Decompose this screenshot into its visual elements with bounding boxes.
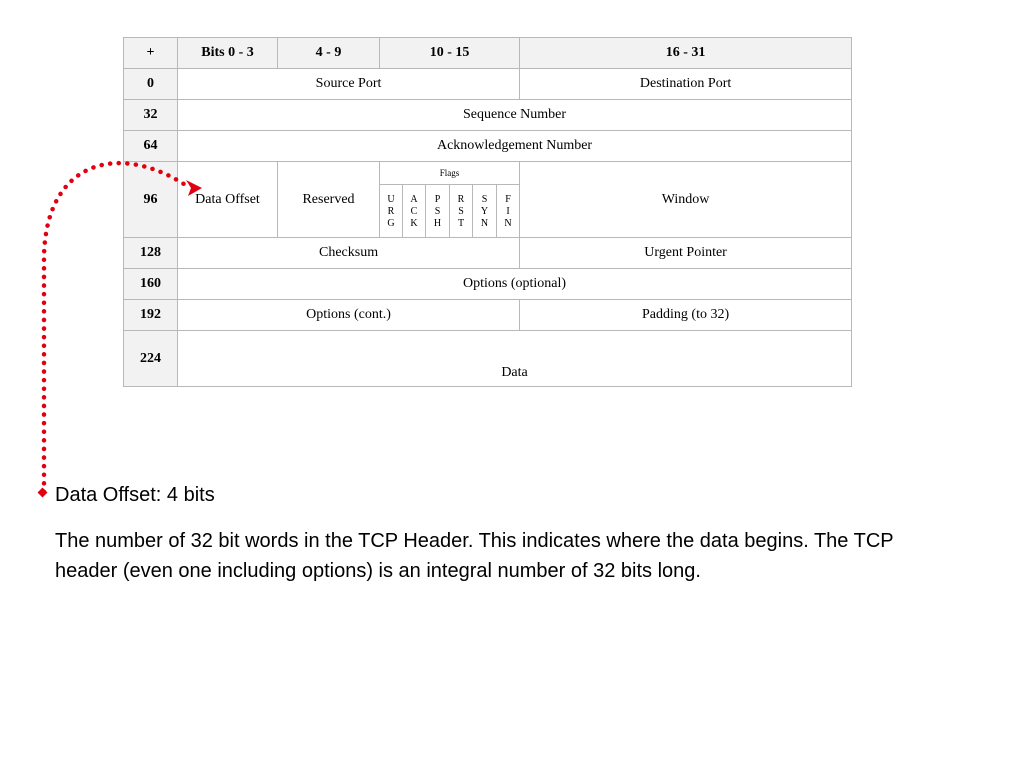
destination-port-cell: Destination Port xyxy=(520,69,852,100)
caption-body: The number of 32 bit words in the TCP Header. This indicates where the data begins. The TCP header (even one including options) is an integral number of 32 bits long. xyxy=(55,530,894,582)
header-plus: + xyxy=(124,38,178,69)
offset-32: 32 xyxy=(124,100,178,131)
arrowhead-icon xyxy=(186,180,202,196)
flag-letter: R xyxy=(457,194,465,205)
header-bits-4-9: 4 - 9 xyxy=(278,38,380,69)
flag-letter: U xyxy=(387,194,395,205)
flag-letter: N xyxy=(504,218,512,229)
flag-letter: R xyxy=(387,206,395,217)
flag-letter: S xyxy=(481,194,488,205)
flag-letter: N xyxy=(480,218,489,229)
offset-192: 192 xyxy=(124,300,178,331)
offset-224: 224 xyxy=(124,331,178,387)
offset-64: 64 xyxy=(124,131,178,162)
offset-160: 160 xyxy=(124,269,178,300)
urgent-pointer-cell: Urgent Pointer xyxy=(520,238,852,269)
window-cell: Window xyxy=(520,162,852,238)
dotted-arrow-path xyxy=(44,163,190,492)
data-offset-cell: Data Offset xyxy=(178,162,278,238)
data-cell: Data xyxy=(178,331,852,387)
options-cell: Options (optional) xyxy=(178,269,852,300)
flag-letter: K xyxy=(410,218,418,229)
flag-letter: C xyxy=(410,206,418,217)
bullet-diamond-icon xyxy=(38,488,48,498)
reserved-cell: Reserved xyxy=(278,162,380,238)
sequence-number-cell: Sequence Number xyxy=(178,100,852,131)
acknowledgement-number-cell: Acknowledgement Number xyxy=(178,131,852,162)
flag-letter: I xyxy=(506,206,510,217)
offset-0: 0 xyxy=(124,69,178,100)
flags-title-cell: Flags xyxy=(380,162,520,185)
flag-letter: S xyxy=(458,206,464,217)
flag-letter: P xyxy=(434,194,441,205)
checksum-cell: Checksum xyxy=(178,238,520,269)
offset-128: 128 xyxy=(124,238,178,269)
flag-letter: F xyxy=(505,194,511,205)
flag-letter: T xyxy=(457,218,465,229)
caption-title: Data Offset: 4 bits xyxy=(55,484,215,506)
source-port-cell: Source Port xyxy=(178,69,520,100)
offset-96: 96 xyxy=(124,162,178,238)
flag-letter: H xyxy=(433,218,442,229)
header-bits-10-15: 10 - 15 xyxy=(380,38,520,69)
flag-letter: Y xyxy=(480,206,489,217)
flag-letter: A xyxy=(410,194,418,205)
flag-letter: S xyxy=(434,206,441,217)
padding-cell: Padding (to 32) xyxy=(520,300,852,331)
header-bits-16-31: 16 - 31 xyxy=(520,38,852,69)
options-cont-cell: Options (cont.) xyxy=(178,300,520,331)
flag-letter: G xyxy=(387,218,395,229)
header-bits-0-3: Bits 0 - 3 xyxy=(178,38,278,69)
